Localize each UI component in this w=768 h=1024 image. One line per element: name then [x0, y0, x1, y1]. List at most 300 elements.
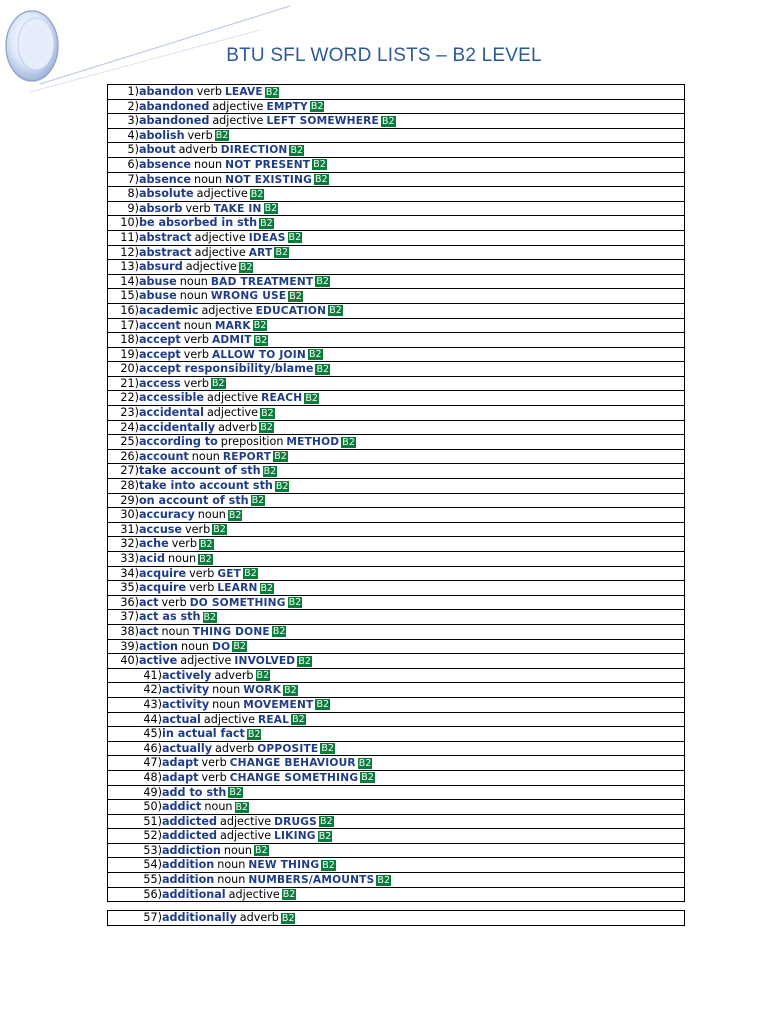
entry-number: 28) [120, 479, 139, 493]
level-badge: B2 [288, 597, 302, 609]
entry-sense: METHOD [286, 436, 340, 449]
entry-type: noun [204, 800, 233, 814]
level-badge: B2 [313, 159, 326, 171]
word-entry-row [108, 173, 684, 188]
word-entry-row [108, 202, 684, 217]
level-badge: B2 [316, 276, 329, 288]
entry-number: 21) [120, 376, 139, 390]
word-entry-row [108, 640, 684, 655]
entry-word: activity [162, 683, 210, 697]
entry-sense: INVOLVED [234, 655, 296, 668]
entry-number: 42) [143, 683, 162, 697]
entry-word: academic [139, 303, 199, 317]
entry-number: 2) [127, 99, 139, 113]
word-entry-row [108, 858, 684, 873]
entry-sense: REAL [258, 713, 290, 726]
level-badge: B2 [199, 553, 212, 565]
word-entry-row [108, 377, 684, 392]
entry-word: absence [139, 157, 191, 171]
level-badge: B2 [265, 86, 279, 98]
entry-type: noun [179, 274, 208, 288]
entry-number: 55) [143, 873, 162, 887]
word-entry-row [108, 348, 684, 363]
entry-word: abstract [139, 245, 192, 259]
entry-word: absorb [139, 201, 183, 215]
word-entry-row [108, 391, 684, 406]
level-badge: B2 [310, 101, 324, 113]
word-entry-row [108, 158, 684, 173]
entry-word: addicted [162, 829, 217, 843]
entry-number: 32) [120, 537, 139, 551]
word-entry-row [108, 260, 684, 275]
word-entry-row [108, 800, 684, 815]
entry-sense: LEAVE [224, 86, 263, 98]
level-badge: B2 [292, 714, 305, 726]
level-badge: B2 [342, 436, 355, 448]
entry-type: adjective [228, 887, 280, 901]
entry-sense: ALLOW TO JOIN [211, 348, 306, 361]
word-list-table-continued [107, 910, 685, 926]
level-badge: B2 [275, 247, 289, 259]
entry-word: access [139, 376, 181, 390]
entry-word: accessible [139, 391, 204, 405]
level-badge: B2 [264, 203, 278, 215]
entry-word: additionally [162, 911, 237, 924]
entry-type: verb [189, 566, 215, 580]
entry-type: noun [223, 843, 252, 857]
level-badge: B2 [260, 217, 273, 229]
entry-number: 13) [120, 260, 139, 274]
entry-number: 53) [143, 843, 162, 857]
entry-type: verb [183, 333, 209, 347]
word-entry-row [108, 552, 684, 567]
word-entry-row [108, 100, 684, 115]
word-entry-row [108, 888, 684, 903]
entry-number: 3) [127, 114, 139, 128]
entry-number: 57) [143, 911, 162, 924]
word-entry-row [108, 85, 684, 100]
entry-type: preposition [220, 435, 284, 449]
word-entry-row [108, 771, 684, 786]
word-entry-row [108, 114, 684, 129]
entry-type: adverb [214, 668, 254, 682]
word-entry-row [108, 669, 684, 684]
entry-word: absurd [139, 260, 183, 274]
entry-number: 1) [127, 85, 139, 98]
entry-number: 40) [120, 654, 139, 668]
level-badge: B2 [239, 261, 253, 273]
word-entry-row [108, 450, 684, 465]
page-title: BTU SFL WORD LISTS – B2 LEVEL [226, 45, 542, 66]
level-badge: B2 [229, 787, 242, 798]
entry-word: active [139, 654, 178, 668]
entry-sense: LEARN [217, 582, 258, 595]
entry-sense: DRUGS [274, 815, 317, 828]
entry-sense: NEW THING [248, 859, 320, 872]
entry-type: verb [161, 595, 187, 609]
word-entry-row [108, 610, 684, 625]
entry-type: noun [197, 508, 226, 522]
entry-sense: REACH [261, 392, 303, 405]
entry-word: accept responsibility/blame [139, 362, 314, 376]
entry-number: 51) [143, 814, 162, 828]
level-badge: B2 [288, 232, 302, 244]
entry-number: 7) [127, 172, 139, 186]
entry-sense: DO [212, 640, 231, 653]
level-badge: B2 [308, 349, 322, 361]
word-entry-row [108, 464, 684, 479]
entry-type: noun [217, 858, 246, 872]
entry-word: absence [139, 172, 191, 186]
level-badge: B2 [281, 912, 295, 924]
level-badge: B2 [316, 699, 329, 711]
entry-number: 37) [120, 610, 139, 624]
word-entry-row [108, 844, 684, 859]
entry-number: 8) [127, 187, 139, 201]
entry-word: abandon [139, 85, 194, 98]
entry-word: absolute [139, 187, 194, 201]
entry-number: 6) [127, 157, 139, 171]
entry-sense: NOT PRESENT [225, 158, 311, 171]
entry-number: 17) [120, 318, 139, 332]
entry-sense: NOT EXISTING [225, 173, 313, 186]
word-entry-row [108, 727, 684, 742]
entry-word: addition [162, 873, 215, 887]
entry-word: accuracy [139, 508, 195, 522]
entry-number: 19) [120, 347, 139, 361]
word-entry-row [108, 786, 684, 801]
level-badge: B2 [305, 392, 318, 404]
entry-word: acquire [139, 566, 187, 580]
entry-type: adjective [194, 245, 246, 259]
entry-word: accidental [139, 406, 204, 420]
entry-number: 5) [127, 143, 139, 157]
level-badge: B2 [251, 495, 265, 507]
entry-number: 31) [120, 522, 139, 536]
entry-number: 38) [120, 624, 139, 638]
entry-word: action [139, 639, 179, 653]
word-entry-row [108, 815, 684, 830]
entry-word: on account of sth [139, 493, 249, 507]
entry-sense: TAKE IN [213, 202, 262, 215]
entry-type: verb [201, 756, 227, 770]
entry-word: account [139, 449, 189, 463]
entry-word: addiction [162, 843, 221, 857]
entry-type: noun [212, 683, 241, 697]
entry-number: 12) [120, 245, 139, 259]
word-entry-row [108, 319, 684, 334]
entry-sense: DO SOMETHING [189, 596, 286, 609]
word-entry-row [108, 246, 684, 261]
entry-sense: REPORT [222, 450, 272, 463]
entry-sense: WORK [243, 684, 282, 697]
entry-number: 26) [120, 449, 139, 463]
entry-type: noun [179, 289, 208, 303]
level-badge: B2 [284, 684, 297, 696]
entry-word: actual [162, 712, 201, 726]
entry-word: addicted [162, 814, 217, 828]
entry-number: 54) [143, 858, 162, 872]
entry-word: actually [162, 741, 213, 755]
entry-type: adjective [194, 230, 246, 244]
entry-sense: LEFT SOMEWHERE [266, 115, 379, 128]
level-badge: B2 [289, 290, 302, 302]
entry-type: verb [187, 128, 213, 142]
level-badge: B2 [377, 874, 390, 886]
level-badge: B2 [255, 845, 268, 857]
level-badge: B2 [213, 524, 226, 536]
entry-number: 45) [143, 727, 162, 741]
entry-type: verb [183, 376, 209, 390]
word-entry-row [108, 683, 684, 698]
level-badge: B2 [290, 144, 304, 156]
level-badge: B2 [215, 130, 229, 142]
entry-sense: ART [248, 246, 273, 259]
entry-type: noun [191, 449, 220, 463]
level-badge: B2 [322, 859, 335, 871]
entry-word: about [139, 143, 176, 157]
level-badge: B2 [275, 480, 289, 492]
entry-number: 50) [143, 800, 162, 814]
entry-word: accuse [139, 522, 183, 536]
entry-word: activity [162, 697, 210, 711]
level-badge: B2 [272, 626, 286, 638]
word-entry-row [108, 479, 684, 494]
entry-sense: EDUCATION [255, 304, 327, 317]
level-badge: B2 [315, 174, 328, 186]
entry-word: act [139, 624, 159, 638]
entry-sense: WRONG USE [210, 290, 287, 303]
entry-sense: THING DONE [192, 625, 270, 638]
entry-type: adjective [206, 391, 259, 405]
word-entry-row [108, 742, 684, 757]
entry-word: act [139, 595, 159, 609]
entry-sense: MOVEMENT [243, 698, 314, 711]
level-badge: B2 [261, 407, 274, 419]
level-badge: B2 [282, 889, 296, 901]
entry-number: 30) [120, 508, 139, 522]
level-badge: B2 [318, 830, 332, 842]
word-entry-row [108, 911, 684, 926]
word-entry-row [108, 756, 684, 771]
word-entry-row [108, 231, 684, 246]
entry-number: 47) [143, 756, 162, 770]
entry-word: according to [139, 435, 218, 449]
word-entry-row [108, 216, 684, 231]
word-entry-row [108, 289, 684, 304]
entry-number: 48) [143, 770, 162, 784]
word-entry-row [108, 537, 684, 552]
entry-sense: MARK [214, 319, 251, 332]
level-badge: B2 [233, 641, 246, 653]
level-badge: B2 [321, 743, 334, 755]
word-entry-row [108, 421, 684, 436]
entry-number: 39) [120, 639, 139, 653]
entry-number: 44) [143, 712, 162, 726]
entry-sense: IDEAS [248, 231, 286, 244]
entry-type: adjective [196, 187, 248, 201]
entry-word: take account of sth [139, 464, 261, 478]
entry-number: 10) [120, 216, 139, 230]
entry-word: accent [139, 318, 181, 332]
entry-word: acquire [139, 581, 187, 595]
entry-type: verb [189, 581, 215, 595]
entry-number: 43) [143, 697, 162, 711]
level-badge: B2 [298, 655, 311, 667]
word-list-table [107, 84, 685, 902]
level-badge: B2 [329, 305, 342, 317]
entry-type: adjective [212, 99, 264, 113]
entry-word: addict [162, 800, 202, 814]
level-badge: B2 [260, 582, 274, 594]
level-badge: B2 [263, 465, 277, 477]
word-entry-row [108, 523, 684, 538]
entry-word: adapt [162, 770, 199, 784]
entry-sense: BAD TREATMENT [210, 275, 314, 288]
entry-type: adjective [206, 406, 259, 420]
entry-word: actively [162, 668, 212, 682]
entry-sense: OPPOSITE [257, 742, 319, 755]
entry-word: abstract [139, 230, 192, 244]
entry-word: add to sth [162, 785, 227, 799]
entry-type: adjective [203, 712, 255, 726]
entry-number: 18) [120, 333, 139, 347]
level-badge: B2 [256, 670, 270, 682]
word-entry-row [108, 713, 684, 728]
word-entry-row [108, 129, 684, 144]
entry-sense: ADMIT [211, 334, 252, 347]
entry-number: 56) [143, 887, 162, 901]
word-entry-row [108, 581, 684, 596]
entry-word: abandoned [139, 114, 210, 128]
entry-number: 36) [120, 595, 139, 609]
entry-word: ache [139, 537, 169, 551]
level-badge: B2 [250, 188, 264, 200]
entry-type: noun [183, 318, 212, 332]
word-entry-row [108, 362, 684, 377]
entry-type: adverb [239, 911, 279, 924]
word-entry-row [108, 333, 684, 348]
level-badge: B2 [228, 509, 242, 521]
entry-type: noun [217, 873, 246, 887]
entry-type: verb [171, 537, 197, 551]
level-badge: B2 [260, 422, 273, 434]
level-badge: B2 [361, 772, 374, 784]
entry-number: 29) [120, 493, 139, 507]
word-entry-row [108, 596, 684, 611]
word-entry-row [108, 406, 684, 421]
word-entry-row [108, 567, 684, 582]
word-entry-row [108, 494, 684, 509]
entry-number: 27) [120, 464, 139, 478]
entry-number: 11) [120, 230, 139, 244]
level-badge: B2 [381, 115, 395, 127]
entry-sense: CHANGE SOMETHING [229, 771, 359, 784]
level-badge: B2 [253, 320, 267, 331]
entry-number: 23) [120, 406, 139, 420]
entry-type: verb [185, 522, 211, 536]
word-entry-row [108, 143, 684, 158]
entry-number: 14) [120, 274, 139, 288]
entry-type: noun [161, 624, 190, 638]
entry-type: verb [201, 770, 227, 784]
entry-type: adjective [212, 114, 264, 128]
level-badge: B2 [316, 363, 330, 375]
entry-word: in actual fact [162, 727, 245, 741]
entry-number: 41) [143, 668, 162, 682]
entry-sense: CHANGE BEHAVIOUR [229, 757, 356, 770]
word-entry-row [108, 873, 684, 888]
level-badge: B2 [319, 816, 333, 828]
entry-number: 22) [120, 391, 139, 405]
word-entry-row [108, 435, 684, 450]
word-entry-row [108, 187, 684, 202]
entry-sense: DIRECTION [220, 144, 288, 157]
entry-word: acid [139, 552, 166, 565]
level-badge: B2 [254, 334, 268, 346]
entry-word: take into account sth [139, 479, 273, 493]
entry-type: noun [194, 157, 223, 171]
entry-sense: EMPTY [266, 100, 308, 113]
word-entry-row [108, 304, 684, 319]
entry-sense: GET [217, 567, 242, 580]
entry-type: adverb [215, 741, 255, 755]
entry-word: accept [139, 347, 181, 361]
level-badge: B2 [199, 538, 213, 550]
entry-number: 46) [143, 741, 162, 755]
level-badge: B2 [235, 801, 249, 813]
word-entry-row [108, 829, 684, 844]
level-badge: B2 [244, 568, 257, 580]
entry-word: additional [162, 887, 226, 901]
entry-number: 20) [120, 362, 139, 376]
word-entry-row [108, 508, 684, 523]
entry-type: adverb [218, 420, 258, 434]
entry-word: abandoned [139, 99, 210, 113]
entry-number: 15) [120, 289, 139, 303]
level-badge: B2 [247, 728, 261, 740]
entry-type: verb [183, 347, 209, 361]
word-entry-row [108, 654, 684, 669]
level-badge: B2 [211, 378, 225, 390]
level-badge: B2 [203, 611, 217, 623]
entry-word: act as sth [139, 610, 201, 624]
entry-number: 4) [127, 128, 139, 142]
entry-type: noun [212, 697, 241, 711]
level-badge: B2 [274, 451, 287, 463]
entry-number: 34) [120, 566, 139, 580]
entry-number: 16) [120, 303, 139, 317]
entry-number: 52) [143, 829, 162, 843]
entry-type: verb [185, 201, 211, 215]
entry-word: abolish [139, 128, 185, 142]
entry-type: verb [196, 85, 222, 98]
level-badge: B2 [358, 757, 372, 769]
entry-type: adjective [185, 260, 237, 274]
entry-number: 24) [120, 420, 139, 434]
entry-number: 9) [127, 201, 139, 215]
entry-type: adjective [219, 814, 272, 828]
entry-word: be absorbed in sth [139, 216, 258, 230]
entry-word: addition [162, 858, 215, 872]
entry-word: abuse [139, 289, 177, 303]
entry-word: adapt [162, 756, 199, 770]
entry-number: 33) [120, 552, 139, 565]
entry-type: noun [168, 552, 197, 565]
entry-type: adjective [219, 829, 272, 843]
entry-number: 25) [120, 435, 139, 449]
entry-word: abuse [139, 274, 177, 288]
